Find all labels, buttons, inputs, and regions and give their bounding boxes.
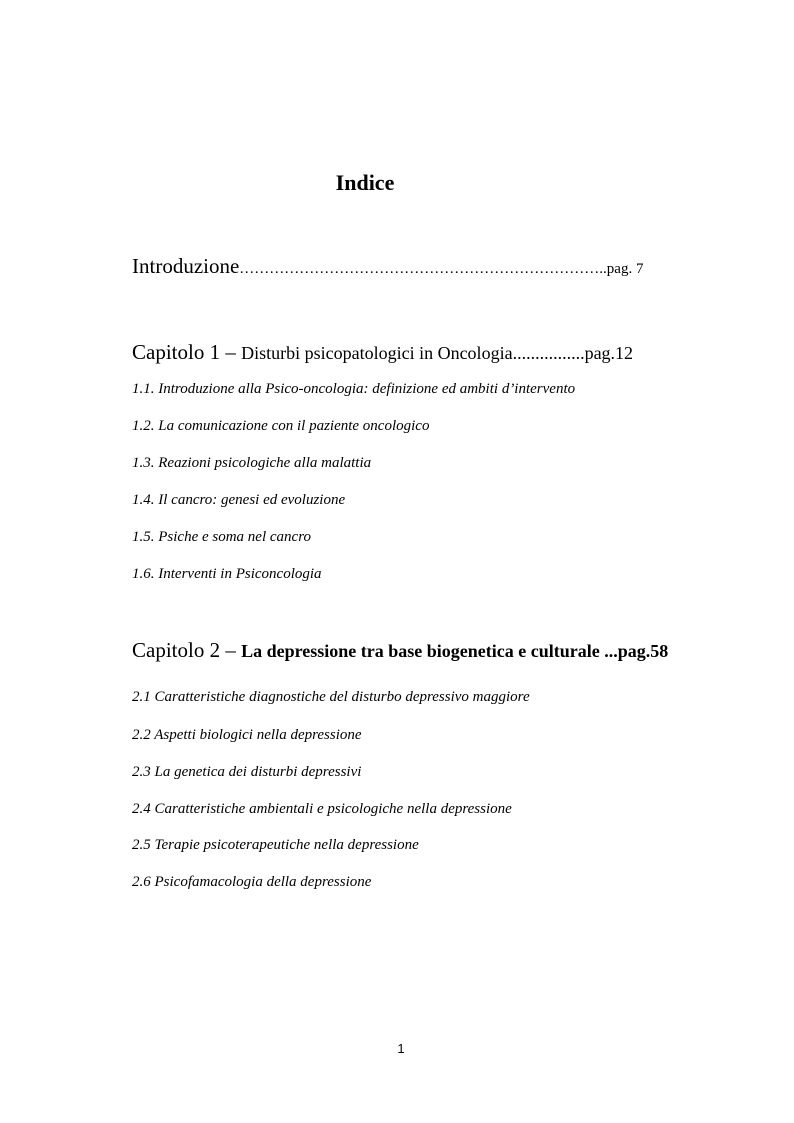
chapter-1-heading: Disturbi psicopatologici in Oncologia — [241, 343, 513, 363]
chapter-1-page: pag.12 — [584, 343, 634, 363]
toc-subentry: 2.1 Caratteristiche diagnostiche del disturbo depressivo maggiore — [132, 689, 530, 705]
toc-subentry: 1.1. Introduzione alla Psico-oncologia: definizione ed ambiti d’intervento — [132, 381, 576, 397]
toc-subentry: 2.4 Caratteristiche ambientali e psicologiche nella depressione — [132, 801, 512, 817]
toc-subentry: 2.6 Psicofamacologia della depressione — [132, 874, 372, 890]
toc-entry-chapter-2 — [132, 638, 668, 663]
toc-subentry: 2.5 Terapie psicoterapeutiche nella depressione — [132, 837, 419, 853]
toc-entry-chapter-1 — [132, 340, 633, 365]
toc-entry-introduction — [132, 254, 643, 279]
chapter-2-dash: – — [220, 638, 242, 662]
toc-subentry: 2.2 Aspetti biologici nella depressione — [132, 727, 362, 743]
chapter-1-label: Capitolo 1 — [132, 340, 221, 364]
toc-subentry: 2.3 La genetica dei disturbi depressivi — [132, 764, 362, 780]
chapter-2-heading: La depressione tra base biogenetica e culturale — [241, 641, 605, 661]
toc-subentry: 1.6. Interventi in Psiconcologia — [132, 566, 322, 582]
toc-subentry: 1.5. Psiche e soma nel cancro — [132, 529, 311, 545]
page-number: 1 — [397, 1041, 405, 1056]
leader-dots: ................ — [512, 343, 585, 363]
introduction-page: pag. 7 — [606, 261, 644, 277]
toc-subentry: 1.4. Il cancro: genesi ed evoluzione — [132, 492, 346, 508]
chapter-2-label: Capitolo 2 — [132, 638, 221, 662]
leader-dots: ……………………………………………………………….. — [239, 261, 607, 277]
chapter-2-page: pag.58 — [617, 641, 669, 661]
page-title: Indice — [335, 170, 395, 195]
leader-dots: ... — [604, 641, 618, 661]
toc-subentry: 1.3. Reazioni psicologiche alla malattia — [132, 455, 372, 471]
chapter-1-dash: – — [220, 340, 242, 364]
introduction-label: Introduzione — [132, 254, 240, 278]
toc-subentry: 1.2. La comunicazione con il paziente oncologico — [132, 418, 430, 434]
